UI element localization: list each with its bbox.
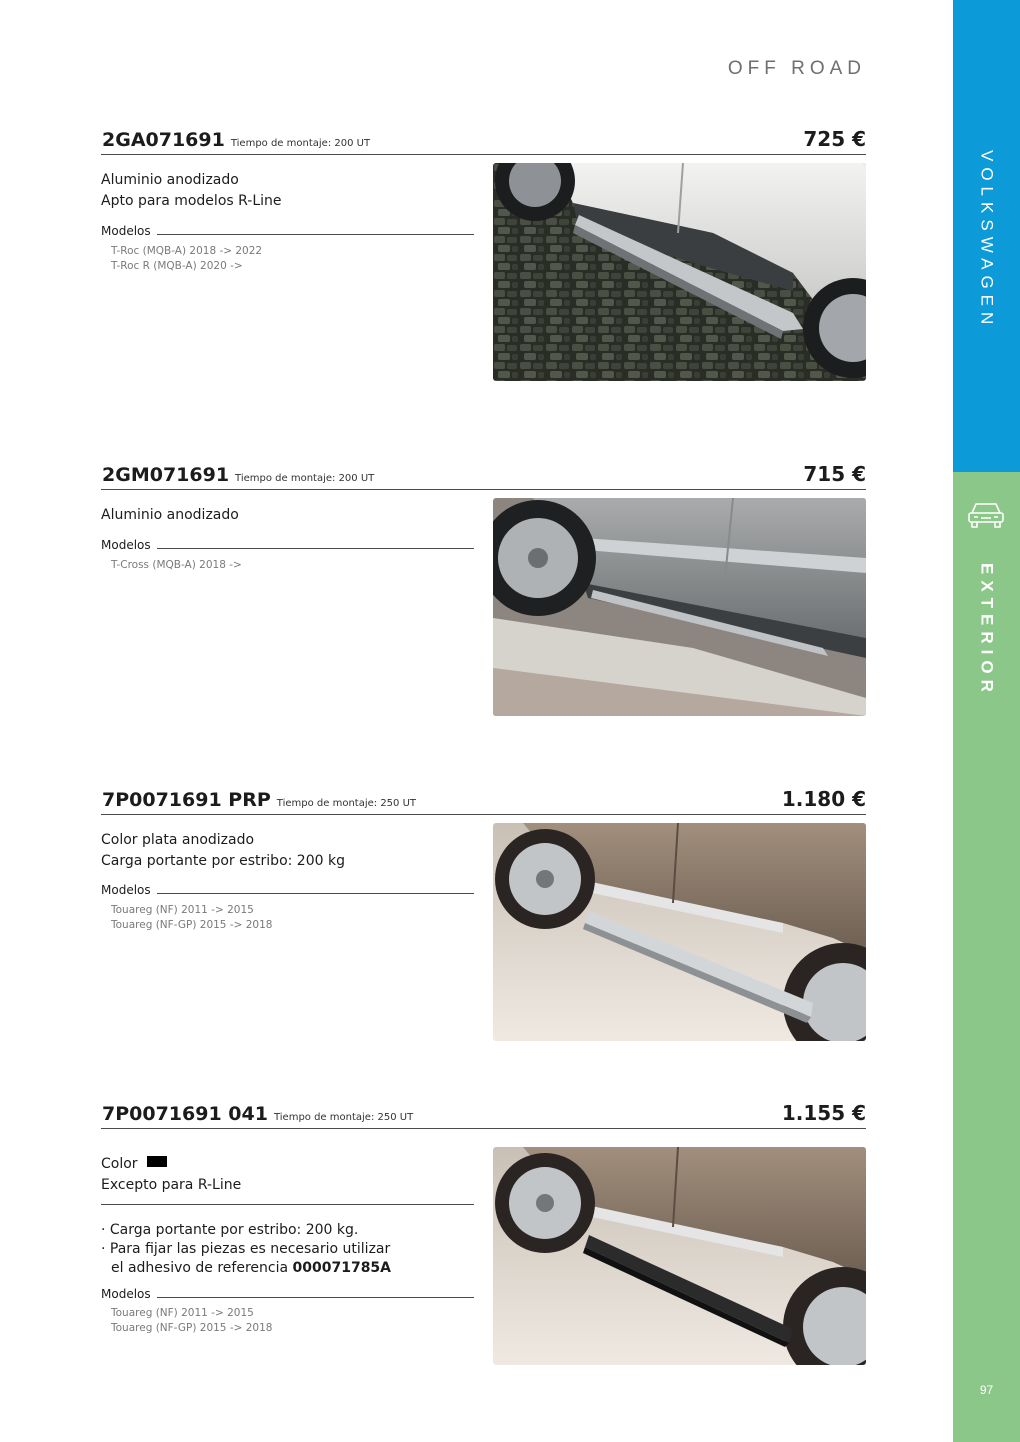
model-item: Touareg (NF-GP) 2015 -> 2018 bbox=[111, 918, 273, 931]
product-photo bbox=[493, 1147, 866, 1365]
page-number: 97 bbox=[979, 1383, 994, 1397]
model-list bbox=[111, 1306, 272, 1335]
product-header bbox=[101, 784, 866, 815]
product-description: Color Excepto para R-Line bbox=[101, 1156, 242, 1193]
model-item: Touareg (NF) 2011 -> 2015 bbox=[111, 904, 254, 916]
reference-code: 000071785A bbox=[292, 1260, 392, 1276]
product-price: 1.155 € bbox=[781, 1101, 866, 1125]
mount-time: Tiempo de montaje: 200 UT bbox=[230, 138, 371, 149]
model-item: T-Roc R (MQB-A) 2020 -> bbox=[111, 259, 243, 272]
models-heading: Modelos bbox=[101, 882, 474, 898]
product-photo bbox=[493, 163, 866, 381]
product-description: Color plata anodizado Carga portante por estribo: 200 kg bbox=[101, 832, 345, 869]
brand-label: VOLKSWAGEN bbox=[977, 150, 997, 331]
product-code: 2GM071691 Tiempo de montaje: 200 UT bbox=[102, 464, 375, 486]
mount-time: Tiempo de montaje: 250 UT bbox=[276, 798, 417, 809]
models-heading: Modelos bbox=[101, 223, 474, 239]
mount-time: Tiempo de montaje: 200 UT bbox=[235, 473, 375, 484]
product-price: 725 € bbox=[803, 127, 866, 151]
divider bbox=[101, 1204, 474, 1205]
product-card bbox=[101, 1098, 866, 1368]
models-heading: Modelos bbox=[101, 537, 474, 553]
model-item: Touareg (NF-GP) 2015 -> 2018 bbox=[111, 1321, 273, 1334]
product-photo bbox=[493, 823, 866, 1041]
models-heading: Modelos bbox=[101, 1286, 474, 1302]
model-item: Touareg (NF) 2011 -> 2015 bbox=[111, 1307, 254, 1319]
model-list bbox=[111, 903, 272, 932]
product-card bbox=[101, 459, 866, 719]
product-card bbox=[101, 784, 866, 1044]
category-label: EXTERIOR bbox=[977, 563, 997, 698]
product-code: 2GA071691 Tiempo de montaje: 200 UT bbox=[102, 129, 371, 151]
car-icon bbox=[967, 500, 1005, 530]
product-price: 715 € bbox=[803, 462, 866, 486]
product-price: 1.180 € bbox=[781, 787, 866, 811]
model-list bbox=[111, 244, 262, 273]
product-code: 7P0071691 041 Tiempo de montaje: 250 UT bbox=[102, 1103, 414, 1125]
product-header bbox=[101, 1098, 866, 1129]
product-photo bbox=[493, 498, 866, 716]
product-description: Aluminio anodizado bbox=[101, 507, 239, 523]
color-swatch bbox=[147, 1156, 167, 1167]
product-description: Aluminio anodizado Apto para modelos R-Line bbox=[101, 172, 282, 209]
model-item: T-Cross (MQB-A) 2018 -> bbox=[111, 559, 242, 571]
product-code: 7P0071691 PRP Tiempo de montaje: 250 UT bbox=[102, 789, 417, 811]
note-item: · Carga portante por estribo: 200 kg. bbox=[101, 1222, 359, 1238]
section-title: OFF ROAD bbox=[727, 58, 866, 79]
note-item: el adhesivo de referencia 000071785A bbox=[111, 1260, 392, 1276]
product-header bbox=[101, 124, 866, 155]
model-list bbox=[111, 558, 242, 573]
product-header bbox=[101, 459, 866, 490]
note-item: · Para fijar las piezas es necesario utilizar bbox=[101, 1241, 391, 1257]
model-item: T-Roc (MQB-A) 2018 -> 2022 bbox=[111, 245, 263, 257]
product-card bbox=[101, 124, 866, 384]
product-notes bbox=[101, 1221, 474, 1278]
mount-time: Tiempo de montaje: 250 UT bbox=[273, 1112, 414, 1123]
